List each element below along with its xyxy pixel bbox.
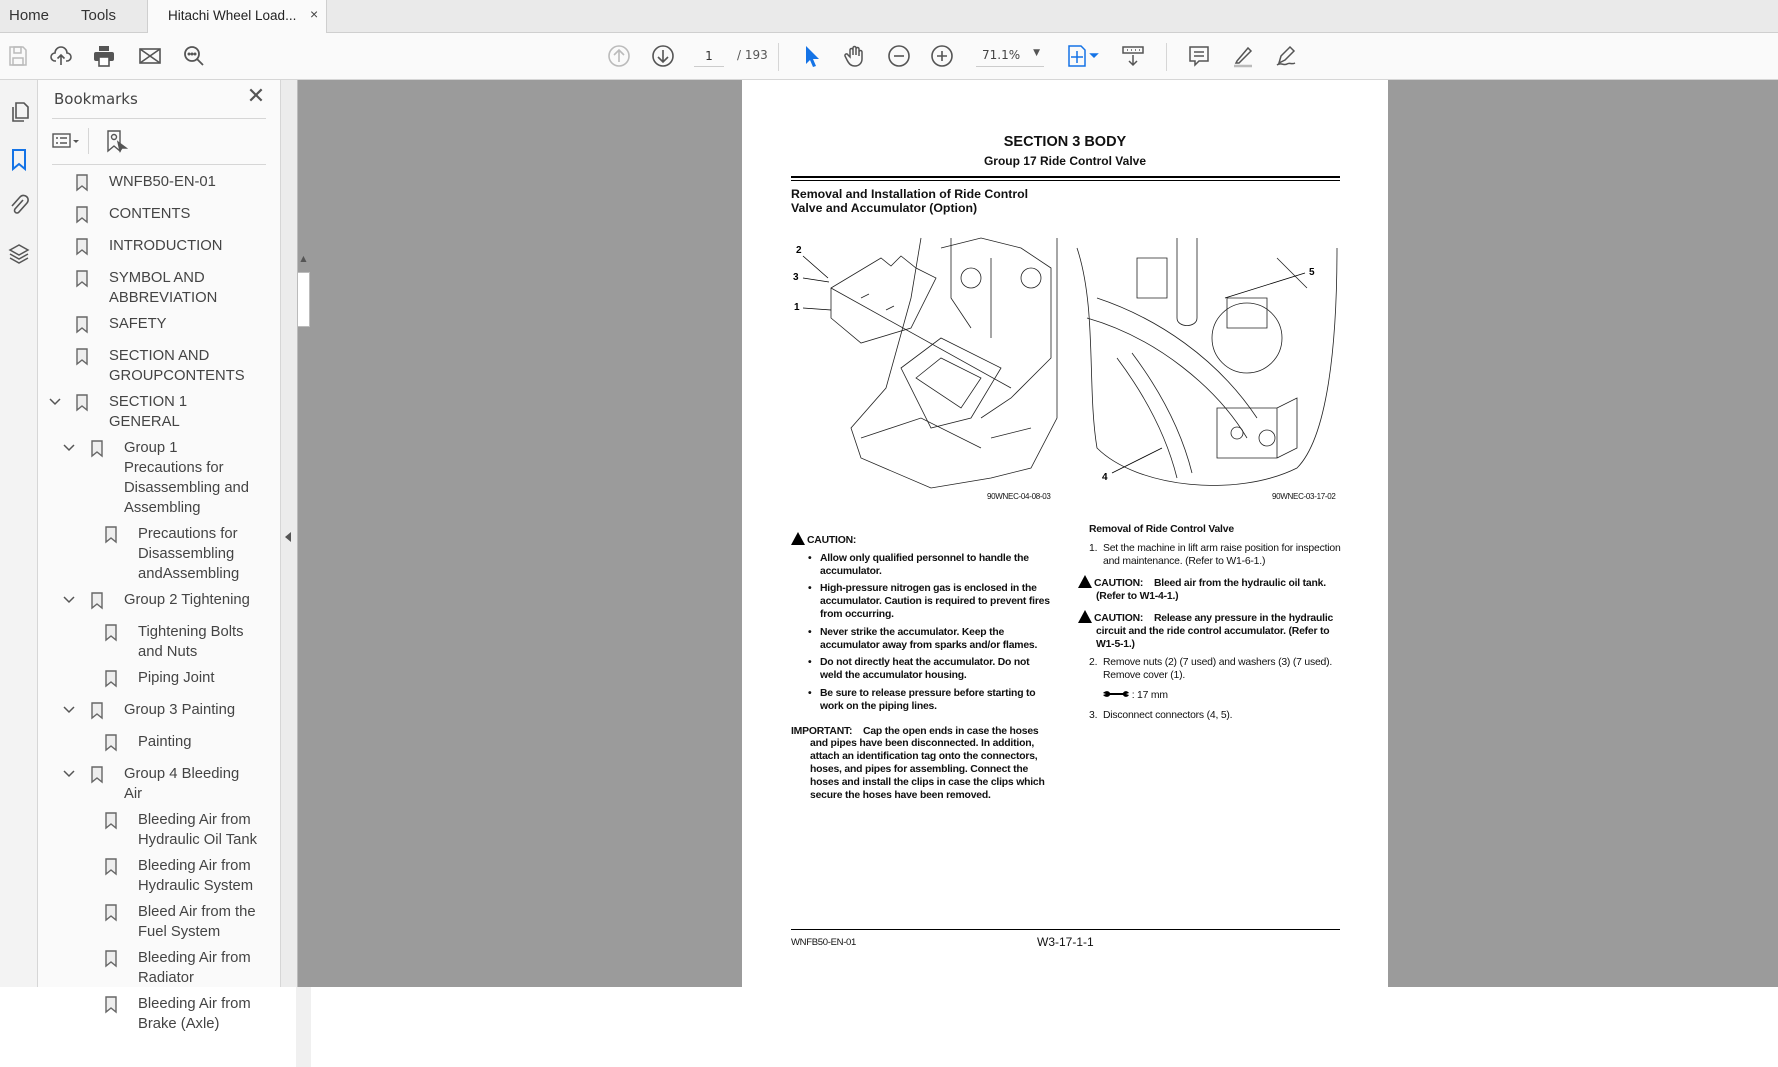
bookmark-item[interactable]	[38, 994, 258, 1040]
scroll-mode-icon[interactable]	[1120, 43, 1146, 69]
warning-icon	[1078, 610, 1092, 623]
bookmark-icon	[76, 394, 88, 411]
zoom-level-select[interactable]	[976, 45, 1044, 67]
bookmark-icon	[105, 624, 117, 641]
bookmark-label: Tightening Bolts and Nuts	[138, 624, 244, 660]
bookmark-label: Bleeding Air from Hydraulic Oil Tank	[138, 812, 257, 848]
scrollbar-thumb[interactable]	[297, 272, 310, 327]
chevron-down-icon[interactable]	[62, 766, 76, 782]
left-column	[791, 532, 1053, 802]
divider	[52, 118, 266, 119]
callout-label: 3	[793, 272, 799, 283]
close-icon[interactable]: ✕	[246, 84, 266, 109]
bookmark-label: SECTION 1 GENERAL	[109, 394, 188, 430]
bookmark-label: CONTENTS	[109, 206, 191, 222]
caution-item: • Be sure to release pressure before starting to work on the piping lines.	[808, 688, 1053, 714]
figure-ride-control-valve	[1077, 238, 1339, 490]
zoom-in-icon[interactable]	[929, 43, 955, 69]
caution-note	[1078, 610, 1342, 651]
bookmark-item[interactable]	[38, 346, 258, 392]
procedure-title: Removal of Ride Control Valve	[1089, 524, 1234, 535]
step-number: 2.	[1089, 657, 1098, 669]
bookmark-label: Group 1 Precautions for Disassembling and Assembling	[124, 440, 250, 516]
bookmark-label: SAFETY	[109, 316, 167, 332]
figure-caption: 90WNEC-04-08-03	[987, 492, 1051, 501]
bookmark-options-button[interactable]	[52, 130, 84, 154]
bookmark-label: Piping Joint	[138, 670, 215, 686]
bookmark-label: Bleeding Air from Hydraulic System	[138, 858, 254, 894]
step	[1089, 710, 1342, 723]
bookmark-icon	[105, 904, 117, 921]
page-number-input[interactable]	[694, 45, 724, 67]
bookmark-icon	[105, 950, 117, 967]
page-total: / 193	[737, 48, 768, 62]
navigation-rail	[0, 80, 38, 987]
bookmark-icon	[105, 812, 117, 829]
bookmark-icon	[76, 238, 88, 255]
bookmark-icon	[76, 316, 88, 333]
step	[1089, 657, 1342, 683]
step-number: 1.	[1089, 542, 1098, 554]
bookmark-item[interactable]	[38, 810, 258, 856]
bookmark-item[interactable]	[38, 764, 258, 810]
step-number: 3.	[1089, 709, 1098, 721]
bookmark-item[interactable]	[38, 438, 258, 524]
zoom-out-icon[interactable]	[886, 43, 912, 69]
callout-label: 5	[1309, 267, 1315, 278]
caution-block	[791, 532, 1053, 714]
next-page-icon[interactable]	[650, 43, 676, 69]
bookmark-icon	[91, 702, 103, 719]
heading-line: Removal and Installation of Ride Control	[791, 187, 1029, 201]
fit-page-icon[interactable]	[1064, 43, 1102, 69]
email-icon[interactable]	[137, 43, 163, 69]
bookmark-label: WNFB50-EN-01	[109, 174, 216, 190]
important-note	[791, 726, 1053, 803]
rule	[791, 176, 1340, 178]
bookmark-item[interactable]	[38, 902, 258, 948]
step-text: Remove nuts (2) (7 used) and washers (3) (7 used). Remove cover (1).	[1103, 657, 1333, 682]
bookmark-item[interactable]	[38, 622, 258, 668]
caution-item: • Allow only qualified personnel to handle the accumulator.	[808, 553, 1053, 579]
bookmarks-icon[interactable]	[5, 146, 33, 174]
bookmark-item[interactable]	[38, 948, 258, 994]
step	[1089, 543, 1342, 569]
attachments-icon[interactable]	[5, 191, 33, 219]
procedure-heading	[791, 187, 1028, 215]
wrench-size: : 17 mm	[1131, 689, 1168, 701]
chevron-down-icon[interactable]	[48, 394, 62, 410]
bookmark-icon	[91, 766, 103, 783]
callout-label: 4	[1102, 472, 1108, 483]
bookmark-icon	[76, 270, 88, 287]
bookmark-icon	[76, 174, 88, 191]
tab-document[interactable]	[147, 0, 327, 34]
bookmark-item[interactable]	[38, 172, 258, 204]
toolbar	[0, 33, 1778, 80]
bookmark-item[interactable]	[38, 856, 258, 902]
tab-bar	[0, 0, 1778, 33]
pdf-page	[742, 80, 1388, 987]
wrench-spec	[1103, 690, 1342, 703]
toolbar-divider	[1166, 43, 1167, 71]
bookmark-icon	[91, 592, 103, 609]
bookmark-label: SYMBOL AND ABBREVIATION	[109, 270, 218, 306]
zoom-level-value: 71.1%	[982, 48, 1021, 62]
step-text: Disconnect connectors (4, 5).	[1103, 709, 1233, 721]
select-pointer-icon[interactable]	[798, 43, 824, 69]
bookmark-icon	[105, 670, 117, 687]
bookmark-label: Painting	[138, 734, 192, 750]
page-thumbnails-icon[interactable]	[5, 99, 33, 127]
panel-splitter[interactable]	[280, 80, 298, 987]
bookmark-item[interactable]	[38, 524, 258, 590]
chevron-down-icon: ▼	[1033, 48, 1040, 58]
figure-caption: 90WNEC-03-17-02	[1272, 492, 1336, 501]
scroll-up-icon[interactable]: ▲	[300, 254, 307, 263]
tab-home[interactable]: Home	[9, 7, 50, 24]
caution-note	[1078, 575, 1342, 604]
wrench-icon	[1103, 690, 1129, 698]
footer-page-number: W3-17-1-1	[1037, 935, 1094, 949]
divider	[88, 128, 89, 154]
bookmark-label: Bleeding Air from Radiator	[138, 950, 251, 986]
caution-title: CAUTION:	[807, 535, 857, 546]
callout-label: 1	[794, 302, 800, 313]
figure-frame-cover	[791, 238, 1057, 490]
caution-item: • Never strike the accumulator. Keep the accumulator away from sparks and/or flames.	[808, 627, 1053, 653]
footer-rule	[791, 929, 1340, 930]
bookmark-icon	[76, 206, 88, 223]
sign-icon[interactable]	[1273, 43, 1299, 69]
bookmark-item[interactable]	[38, 590, 258, 622]
section-title: SECTION 3 BODY	[1003, 134, 1127, 150]
bookmark-item[interactable]	[38, 700, 258, 732]
caution-label: CAUTION:	[1094, 578, 1144, 590]
bookmark-tree	[38, 172, 258, 1032]
bookmark-item[interactable]	[38, 204, 258, 236]
callout-label: 2	[796, 245, 802, 256]
bookmark-label: INTRODUCTION	[109, 238, 223, 254]
toolbar-divider	[778, 43, 779, 71]
bookmark-icon	[105, 526, 117, 543]
bookmarks-panel	[38, 80, 307, 1032]
highlight-icon[interactable]	[1230, 43, 1256, 69]
warning-icon	[1078, 575, 1092, 588]
bookmark-item[interactable]	[38, 392, 258, 438]
bookmark-item[interactable]	[38, 314, 258, 346]
warning-icon	[791, 532, 805, 545]
procedure-steps	[1042, 524, 1342, 723]
bookmark-icon	[105, 858, 117, 875]
chevron-down-icon[interactable]	[62, 702, 76, 718]
new-bookmark-button[interactable]	[106, 130, 128, 154]
search-icon[interactable]	[181, 43, 207, 69]
heading-line: Valve and Accumulator (Option)	[791, 201, 978, 215]
bookmark-icon	[91, 440, 103, 457]
panel-title: Bookmarks	[54, 90, 138, 108]
comment-icon[interactable]	[1186, 43, 1212, 69]
layers-icon[interactable]	[5, 240, 33, 268]
chevron-down-icon[interactable]	[62, 592, 76, 608]
bookmark-item[interactable]	[38, 268, 258, 314]
tab-close-icon[interactable]: ×	[310, 6, 319, 22]
print-icon[interactable]	[91, 43, 117, 69]
step-text: Set the machine in lift arm raise position for inspection and maintenance. (Refer to W1-6-1.)	[1103, 542, 1341, 567]
bookmark-icon	[105, 996, 117, 1013]
bookmark-label: Bleeding Air from Brake (Axle)	[138, 996, 251, 1032]
bookmark-label: Bleed Air from the Fuel System	[138, 904, 256, 940]
caution-item: • High-pressure nitrogen gas is enclosed in the accumulator. Caution is required to prevent fires from occurring.	[808, 583, 1053, 621]
important-text: Cap the open ends in case the hoses and pipes have been disconnected. In addition, attach an identification tag onto the connectors, hoses, and pipes for assembling. Connect the hoses and install the clips in case the clips which secure the hoses have been removed.	[810, 725, 1045, 801]
important-label: IMPORTANT:	[791, 725, 853, 737]
caution-text: Bleed air from the hydraulic oil tank. (Refer to W1-4-1.)	[1096, 578, 1326, 603]
tab-tools[interactable]: Tools	[81, 7, 117, 24]
footer-doc-id: WNFB50-EN-01	[791, 937, 857, 948]
hand-tool-icon[interactable]	[842, 43, 868, 69]
bookmark-label: Precautions for Disassembling andAssembling	[138, 526, 240, 582]
bookmark-label: SECTION AND GROUPCONTENTS	[109, 348, 245, 384]
caution-item: • Do not directly heat the accumulator. Do not weld the accumulator housing.	[808, 657, 1053, 683]
upload-cloud-icon[interactable]	[48, 43, 74, 69]
bookmark-label: Group 2 Tightening	[124, 592, 250, 608]
tab-document-title: Hitachi Wheel Load...	[168, 8, 297, 23]
chevron-down-icon[interactable]	[62, 440, 76, 456]
bookmark-item[interactable]	[38, 732, 258, 764]
collapse-panel-icon[interactable]	[285, 532, 291, 542]
bookmark-item[interactable]	[38, 668, 258, 700]
bookmark-item[interactable]	[38, 236, 258, 268]
save-icon[interactable]	[5, 43, 31, 69]
rule	[791, 180, 1340, 181]
bookmark-icon	[76, 348, 88, 365]
divider	[52, 164, 266, 165]
caution-label: CAUTION:	[1094, 612, 1144, 624]
caution-text: Release any pressure in the hydraulic circuit and the ride control accumulator. (Refer to W1-5-1.)	[1096, 612, 1334, 650]
group-title: Group 17 Ride Control Valve	[983, 154, 1147, 168]
previous-page-icon[interactable]	[606, 43, 632, 69]
bookmark-label: Group 4 Bleeding Air	[124, 766, 240, 802]
bookmark-icon	[105, 734, 117, 751]
bookmark-label: Group 3 Painting	[124, 702, 236, 718]
